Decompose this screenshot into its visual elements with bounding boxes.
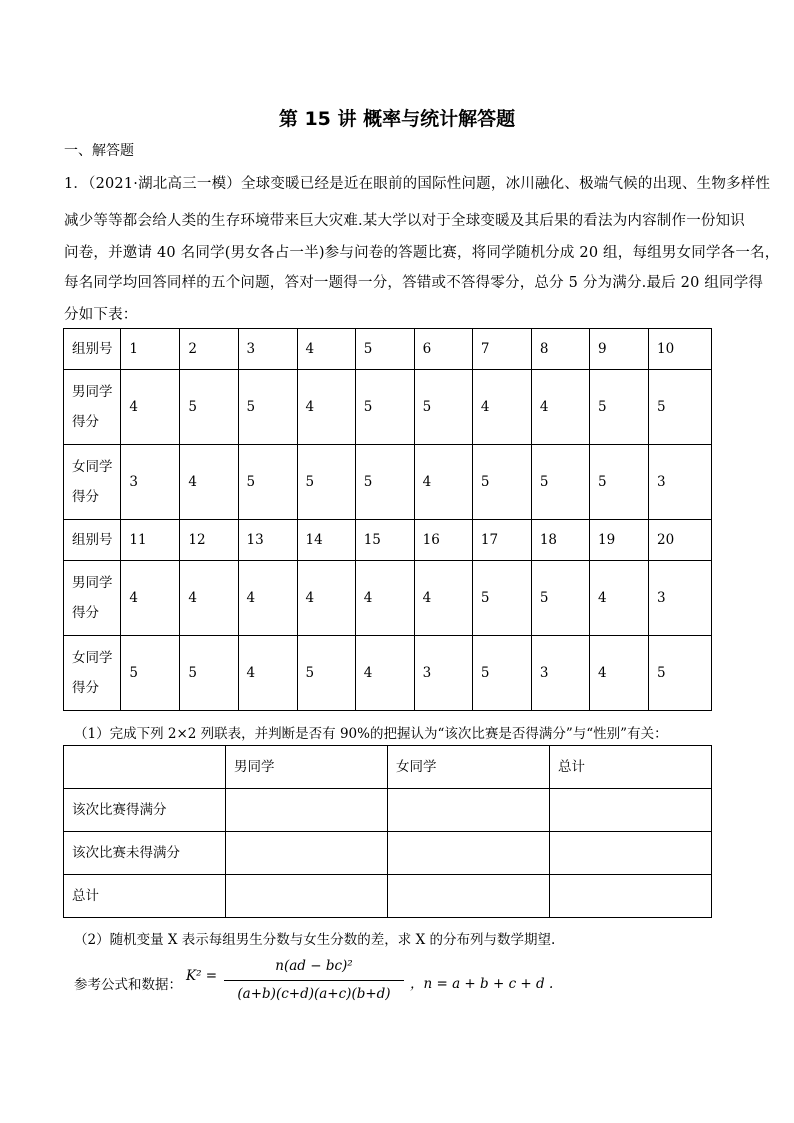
male-score-cell: 5 — [355, 370, 414, 445]
group-number-cell: 14 — [297, 520, 355, 561]
problem-line-3: 问卷，并邀请 40 名同学(男女各占一半)参与问卷的答题比赛，将同学随机分成 20 组，每组男女同学各一名， — [64, 245, 780, 261]
contingency-header-cell: 男同学 — [226, 746, 388, 789]
row-label-male — [64, 370, 121, 445]
section-heading: 一、解答题 — [64, 143, 134, 159]
group-number-cell: 19 — [590, 520, 649, 561]
group-number-cell: 4 — [297, 329, 355, 370]
contingency-blank-cell[interactable] — [388, 875, 550, 918]
male-score-cell: 3 — [648, 561, 711, 636]
male-score-cell: 4 — [531, 370, 589, 445]
row-label-line: 男同学 — [72, 384, 113, 400]
group-number-cell: 7 — [472, 329, 531, 370]
formula-denominator: (a+b)(c+d)(a+c)(b+d) — [237, 986, 391, 1002]
formula-label: 参考公式和数据： — [74, 977, 182, 993]
male-score-cell: 4 — [297, 561, 355, 636]
female-score-cell: 3 — [531, 636, 589, 711]
male-score-row — [64, 370, 712, 445]
male-score-cell: 5 — [648, 370, 711, 445]
female-score-cell: 5 — [121, 636, 180, 711]
contingency-blank-cell[interactable] — [388, 789, 550, 832]
row-label-female — [64, 445, 121, 520]
contingency-row — [64, 789, 712, 832]
problem-line-5: 分如下表： — [64, 307, 138, 323]
male-score-cell: 5 — [180, 370, 238, 445]
female-score-cell: 5 — [180, 636, 238, 711]
row-label-line: 男同学 — [72, 575, 113, 591]
group-number-cell: 13 — [238, 520, 297, 561]
fraction-bar — [224, 980, 404, 981]
female-score-cell: 5 — [297, 636, 355, 711]
female-score-cell: 4 — [590, 636, 649, 711]
female-score-row — [64, 445, 712, 520]
row-label-group: 组别号 — [64, 520, 121, 561]
male-score-cell: 4 — [238, 561, 297, 636]
female-score-cell: 4 — [355, 636, 414, 711]
contingency-row-label: 该次比赛未得满分 — [64, 832, 226, 875]
formula-n-definition: ，n = a + b + c + d . — [410, 976, 554, 992]
contingency-blank-cell[interactable] — [550, 832, 712, 875]
female-score-cell: 3 — [414, 636, 472, 711]
male-score-cell: 5 — [414, 370, 472, 445]
male-score-cell: 5 — [531, 561, 589, 636]
group-row — [64, 329, 712, 370]
problem-line-4: 每名同学均回答同样的五个问题，答对一题得一分，答错或不答得零分，总分 5 分为满分.最后 20 组同学得 — [64, 275, 764, 291]
contingency-row-label: 该次比赛得满分 — [64, 789, 226, 832]
female-score-row — [64, 636, 712, 711]
group-number-cell: 11 — [121, 520, 180, 561]
male-score-cell: 5 — [238, 370, 297, 445]
page-title: 第 15 讲 概率与统计解答题 — [278, 108, 516, 130]
row-label-line: 女同学 — [72, 459, 113, 475]
female-score-cell: 4 — [414, 445, 472, 520]
male-score-cell: 5 — [472, 561, 531, 636]
female-score-cell: 5 — [531, 445, 589, 520]
group-number-cell: 8 — [531, 329, 589, 370]
contingency-blank-cell[interactable] — [226, 832, 388, 875]
scores-table — [63, 328, 712, 711]
male-score-cell: 4 — [121, 370, 180, 445]
male-score-cell: 4 — [590, 561, 649, 636]
group-number-cell: 12 — [180, 520, 238, 561]
row-label-line: 得分 — [72, 605, 99, 621]
male-score-cell: 4 — [180, 561, 238, 636]
male-score-cell: 5 — [590, 370, 649, 445]
female-score-cell: 5 — [297, 445, 355, 520]
row-label-group: 组别号 — [64, 329, 121, 370]
group-number-cell: 10 — [648, 329, 711, 370]
group-number-cell: 15 — [355, 520, 414, 561]
contingency-header-cell: 女同学 — [388, 746, 550, 789]
group-number-cell: 5 — [355, 329, 414, 370]
group-number-cell: 6 — [414, 329, 472, 370]
female-score-cell: 5 — [472, 445, 531, 520]
female-score-cell: 5 — [238, 445, 297, 520]
female-score-cell: 4 — [238, 636, 297, 711]
question-2: （2）随机变量 X 表示每组男生分数与女生分数的差，求 X 的分布列与数学期望. — [74, 932, 556, 948]
problem-line-2: 减少等等都会给人类的生存环境带来巨大灾难.某大学以对于全球变暖及其后果的看法为内容制作一份知识 — [64, 213, 746, 229]
group-number-cell: 9 — [590, 329, 649, 370]
group-number-cell: 2 — [180, 329, 238, 370]
formula-lhs: K² = — [186, 968, 218, 984]
male-score-cell: 4 — [472, 370, 531, 445]
male-score-cell: 4 — [297, 370, 355, 445]
female-score-cell: 5 — [590, 445, 649, 520]
problem-line-1: 1．（2021·湖北高三一模）全球变暖已经是近在眼前的国际性问题，冰川融化、极端气候的出现、生物多样性 — [64, 176, 771, 192]
formula-numerator: n(ad − bc)² — [275, 958, 353, 974]
contingency-row — [64, 832, 712, 875]
female-score-cell: 5 — [472, 636, 531, 711]
contingency-row-label: 总计 — [64, 875, 226, 918]
female-score-cell: 3 — [648, 445, 711, 520]
male-score-row — [64, 561, 712, 636]
contingency-table — [63, 745, 712, 918]
group-row — [64, 520, 712, 561]
row-label-line: 得分 — [72, 489, 99, 505]
row-label-male — [64, 561, 121, 636]
female-score-cell: 5 — [355, 445, 414, 520]
group-number-cell: 20 — [648, 520, 711, 561]
group-number-cell: 18 — [531, 520, 589, 561]
contingency-blank-cell[interactable] — [550, 875, 712, 918]
contingency-header-cell: 总计 — [550, 746, 712, 789]
row-label-female — [64, 636, 121, 711]
contingency-blank-cell[interactable] — [388, 832, 550, 875]
male-score-cell: 4 — [414, 561, 472, 636]
group-number-cell: 1 — [121, 329, 180, 370]
group-number-cell: 3 — [238, 329, 297, 370]
female-score-cell: 5 — [648, 636, 711, 711]
question-1: （1）完成下列 2×2 列联表，并判断是否有 90%的把握认为“该次比赛是否得满分”与“性别”有关： — [74, 726, 668, 742]
contingency-row — [64, 875, 712, 918]
male-score-cell: 4 — [121, 561, 180, 636]
contingency-blank-cell[interactable] — [226, 789, 388, 832]
female-score-cell: 3 — [121, 445, 180, 520]
contingency-blank-cell[interactable] — [550, 789, 712, 832]
row-label-line: 得分 — [72, 680, 99, 696]
contingency-header-row — [64, 746, 712, 789]
contingency-header-cell — [64, 746, 226, 789]
contingency-blank-cell[interactable] — [226, 875, 388, 918]
group-number-cell: 16 — [414, 520, 472, 561]
female-score-cell: 4 — [180, 445, 238, 520]
row-label-line: 女同学 — [72, 650, 113, 666]
group-number-cell: 17 — [472, 520, 531, 561]
male-score-cell: 4 — [355, 561, 414, 636]
row-label-line: 得分 — [72, 414, 99, 430]
